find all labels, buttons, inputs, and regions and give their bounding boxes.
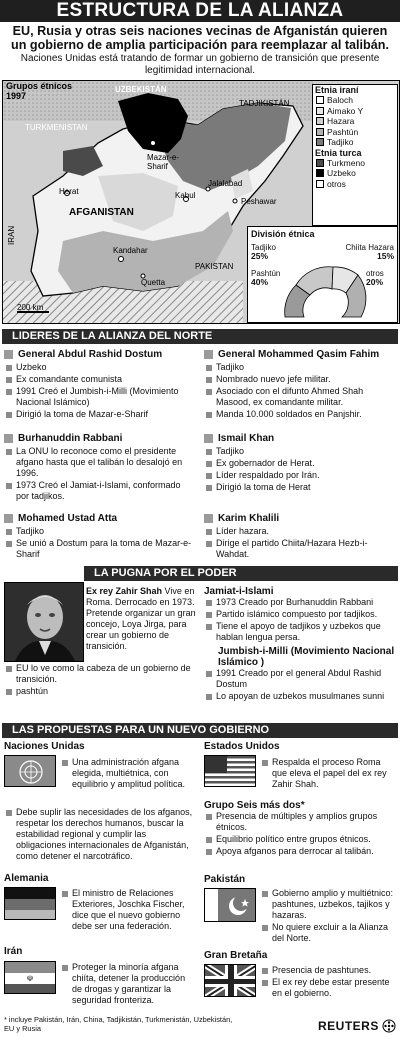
leaders-left-column xyxy=(4,349,196,561)
us-stripes-icon xyxy=(205,756,256,787)
label-mazar-2: Sharif xyxy=(147,162,168,171)
un-proposal-a: Una administración afgana elegida, multiétnica, con equilibrio y amplitud política. xyxy=(60,757,196,791)
legend-swatch xyxy=(316,117,324,125)
label-peshawar: Peshawar xyxy=(241,197,277,206)
subheadline: Naciones Unidas está tratando de formar un gobierno de transición que presente legitimidad internacional. xyxy=(20,53,380,76)
reuters-logo: REUTERS xyxy=(318,1019,396,1033)
union-jack-icon xyxy=(205,965,256,997)
legend-item: Uzbeko xyxy=(313,168,397,179)
section-header-leaders: LIDERES DE LA ALIANZA DEL NORTE xyxy=(2,329,398,344)
leader-rabbani: Burhanuddin Rabbani La ONU lo reconoce como el presidente afgano hasta que el talibán lo desalojó en 1996. 1973 Creó el Jamiat-i-Islami, conformado por tadjikos. xyxy=(4,433,196,513)
un-emblem-icon xyxy=(5,756,56,787)
germany-flag xyxy=(4,887,56,920)
ethnic-label-pashtun: Pashtún 40% xyxy=(251,269,281,287)
legend-item: Turkmeno xyxy=(313,158,397,169)
iran-flag: ☫ xyxy=(4,961,56,994)
pakistan-title: Pakistán xyxy=(204,874,246,885)
leader-atta: Mohamed Ustad Atta Tadjiko Se unió a Dostum para la toma de Mazar-e-Sharif xyxy=(4,513,196,560)
label-jalalabad: Jalalabad xyxy=(208,179,243,188)
leader-khalili: Karim Khalili Líder hazara. Dirige el partido Chiita/Hazara Hezb-i-Wahdat. xyxy=(204,513,396,560)
legend-swatch xyxy=(316,96,324,104)
legend-item: Aimako Y xyxy=(313,106,397,117)
britain-title: Gran Bretaña xyxy=(204,950,268,961)
ethnic-label-otros: otros 20% xyxy=(366,269,384,287)
king-description: Ex rey Zahir Shah Vive en Roma. Derrocado en 1973. Pretende organizar un gran concejo, Loya Jirga, para crear un gobierno de transición. xyxy=(86,586,196,651)
crescent-star-icon xyxy=(205,889,256,922)
legend-swatch xyxy=(316,159,324,167)
label-turkmenistan: TURKMENISTAN xyxy=(25,123,88,132)
britain-flag xyxy=(204,964,256,997)
label-tajikistan: TADJIKISTÁN xyxy=(239,99,290,108)
legend-swatch xyxy=(316,180,324,188)
legend-swatch xyxy=(316,169,324,177)
us-title: Estados Unidos xyxy=(204,741,280,752)
leader-dostum: General Abdul Rashid Dostum Uzbeko Ex comandante comunista 1991 Creó el Jumbish-i-Milli (Movimiento Nacional Islámico) Dirigió la toma de Mazar-e-Sharif xyxy=(4,349,196,433)
pakistan-flag xyxy=(204,888,256,922)
leaders-right-column xyxy=(204,349,396,561)
legend-iranian-title: Etnia iraní xyxy=(315,85,359,95)
ethnic-label-tadjiko: Tadjiko 25% xyxy=(251,243,276,261)
reuters-dots-icon xyxy=(382,1019,396,1033)
ethnic-division-title: División étnica xyxy=(251,229,315,239)
iran-proposal: Proteger la minoría afgana chiíta, detener la producción de drogas y garantizar la seguridad fronteriza. xyxy=(60,962,196,1007)
footnote: * incluye Pakistán, Irán, China, Tadjikistán, Turkmenistán, Uzbekistán, EU y Rusia xyxy=(4,1015,233,1033)
map-year: 1997 xyxy=(6,91,27,101)
label-mazar: Mazar-e- xyxy=(147,153,180,162)
legend-turkic-title: Etnia turca xyxy=(315,147,362,158)
legend-item: Pashtún xyxy=(313,127,397,138)
us-proposal: Respalda el proceso Roma que eleva el papel del ex rey Zahir Shah. xyxy=(260,757,396,791)
label-kabul: Kabul xyxy=(175,191,196,200)
label-uzbekistan: UZBEKISTÁN xyxy=(115,85,167,94)
ethnic-division-box xyxy=(247,226,398,323)
iran-title: Irán xyxy=(4,946,23,957)
legend-item: Hazara xyxy=(313,116,397,127)
label-afganistan: AFGANISTAN xyxy=(69,207,134,218)
page-title: ESTRUCTURA DE LA ALIANZA xyxy=(0,0,400,22)
leader-fahim: General Mohammed Qasim Fahim Tadjiko Nombrado nuevo jefe militar. Asociado con el difunto Ahmed Shah Masood, ex comandante militar. Manda 10.000 soldados en Panjshir. xyxy=(204,349,396,433)
section-header-power: LA PUGNA POR EL PODER xyxy=(84,566,398,581)
label-herat: Herat xyxy=(59,187,79,196)
label-kandahar: Kandahar xyxy=(113,246,148,255)
legend-swatch xyxy=(316,138,324,146)
map-title: Grupos étnicos xyxy=(6,81,73,91)
un-flag xyxy=(4,755,56,787)
legend-swatch xyxy=(316,107,324,115)
section-header-proposals: LAS PROPUESTAS PARA UN NUEVO GOBIERNO xyxy=(2,723,398,738)
jamiat-block: Jamiat-i-Islami 1973 Creado por Burhanuddin Rabbani Partido islámico compuesto por tadjikos. Tiene el apoyo de tadjikos y uzbekos que hablan lengua persa. Jumbish-i-Milli (Movimiento Nacional Islámico ) 1991 Creado por el general Abdul Rashid Dostum Lo apoyan de uzbekos musulmanes sunni xyxy=(204,586,395,701)
us-flag xyxy=(204,755,256,787)
britain-proposals: Presencia de pashtunes. El ex rey debe estar presente en el gobierno. xyxy=(260,965,396,1000)
germany-proposal: El ministro de Relaciones Exteriores, Joschka Fischer, dice que el nuevo gobierno debe ser una federación. xyxy=(60,888,196,933)
portrait-graphic xyxy=(5,583,83,661)
king-bullets: EU lo ve como la cabeza de un gobierno de transición. pashtún xyxy=(4,663,200,698)
legend-item: Tadjiko xyxy=(313,137,397,148)
legend-swatch xyxy=(316,128,324,136)
scale-label: 200 km xyxy=(17,303,44,312)
ethnic-label-hazara: Chiita Hazara 15% xyxy=(345,243,394,261)
label-pakistan: PAKISTAN xyxy=(195,262,234,271)
legend-item: otros xyxy=(313,179,397,190)
germany-title: Alemania xyxy=(4,873,49,884)
map-legend xyxy=(312,84,398,226)
leader-khan: Ismail Khan Tadjiko Ex gobernador de Herat. Líder respaldado por Irán. Dirigió la toma de Herat xyxy=(204,433,396,513)
headline: EU, Rusia y otras seis naciones vecinas de Afganistán quieren un gobierno de amplia participación para reemplazar al talibán. xyxy=(11,24,389,52)
label-quetta: Quetta xyxy=(141,278,166,287)
un-proposal-b: Debe suplir las necesidades de los afganos, respetar los derechos humanos, buscar la estabilidad regional y cumplir las obligaciones internacionales de Afganistán, como detener el narcotráfico. xyxy=(4,807,196,863)
pakistan-proposals: Gobierno amplio y multiétnico: pashtunes, uzbekos, tajikos y hazaras. No quiere excluir a la Alianza del Norte. xyxy=(260,888,396,945)
label-iran: IRAN xyxy=(7,225,16,245)
un-title: Naciones Unidas xyxy=(4,741,85,752)
portrait-zahir-shah xyxy=(4,582,84,662)
group-six-block: Grupo Seis más dos* Presencia de múltiples y amplios grupos étnicos. Equilibrio político entre grupos étnicos. Apoya afganos para derrocar al talibán. xyxy=(204,800,396,858)
legend-item: Baloch xyxy=(313,95,397,106)
